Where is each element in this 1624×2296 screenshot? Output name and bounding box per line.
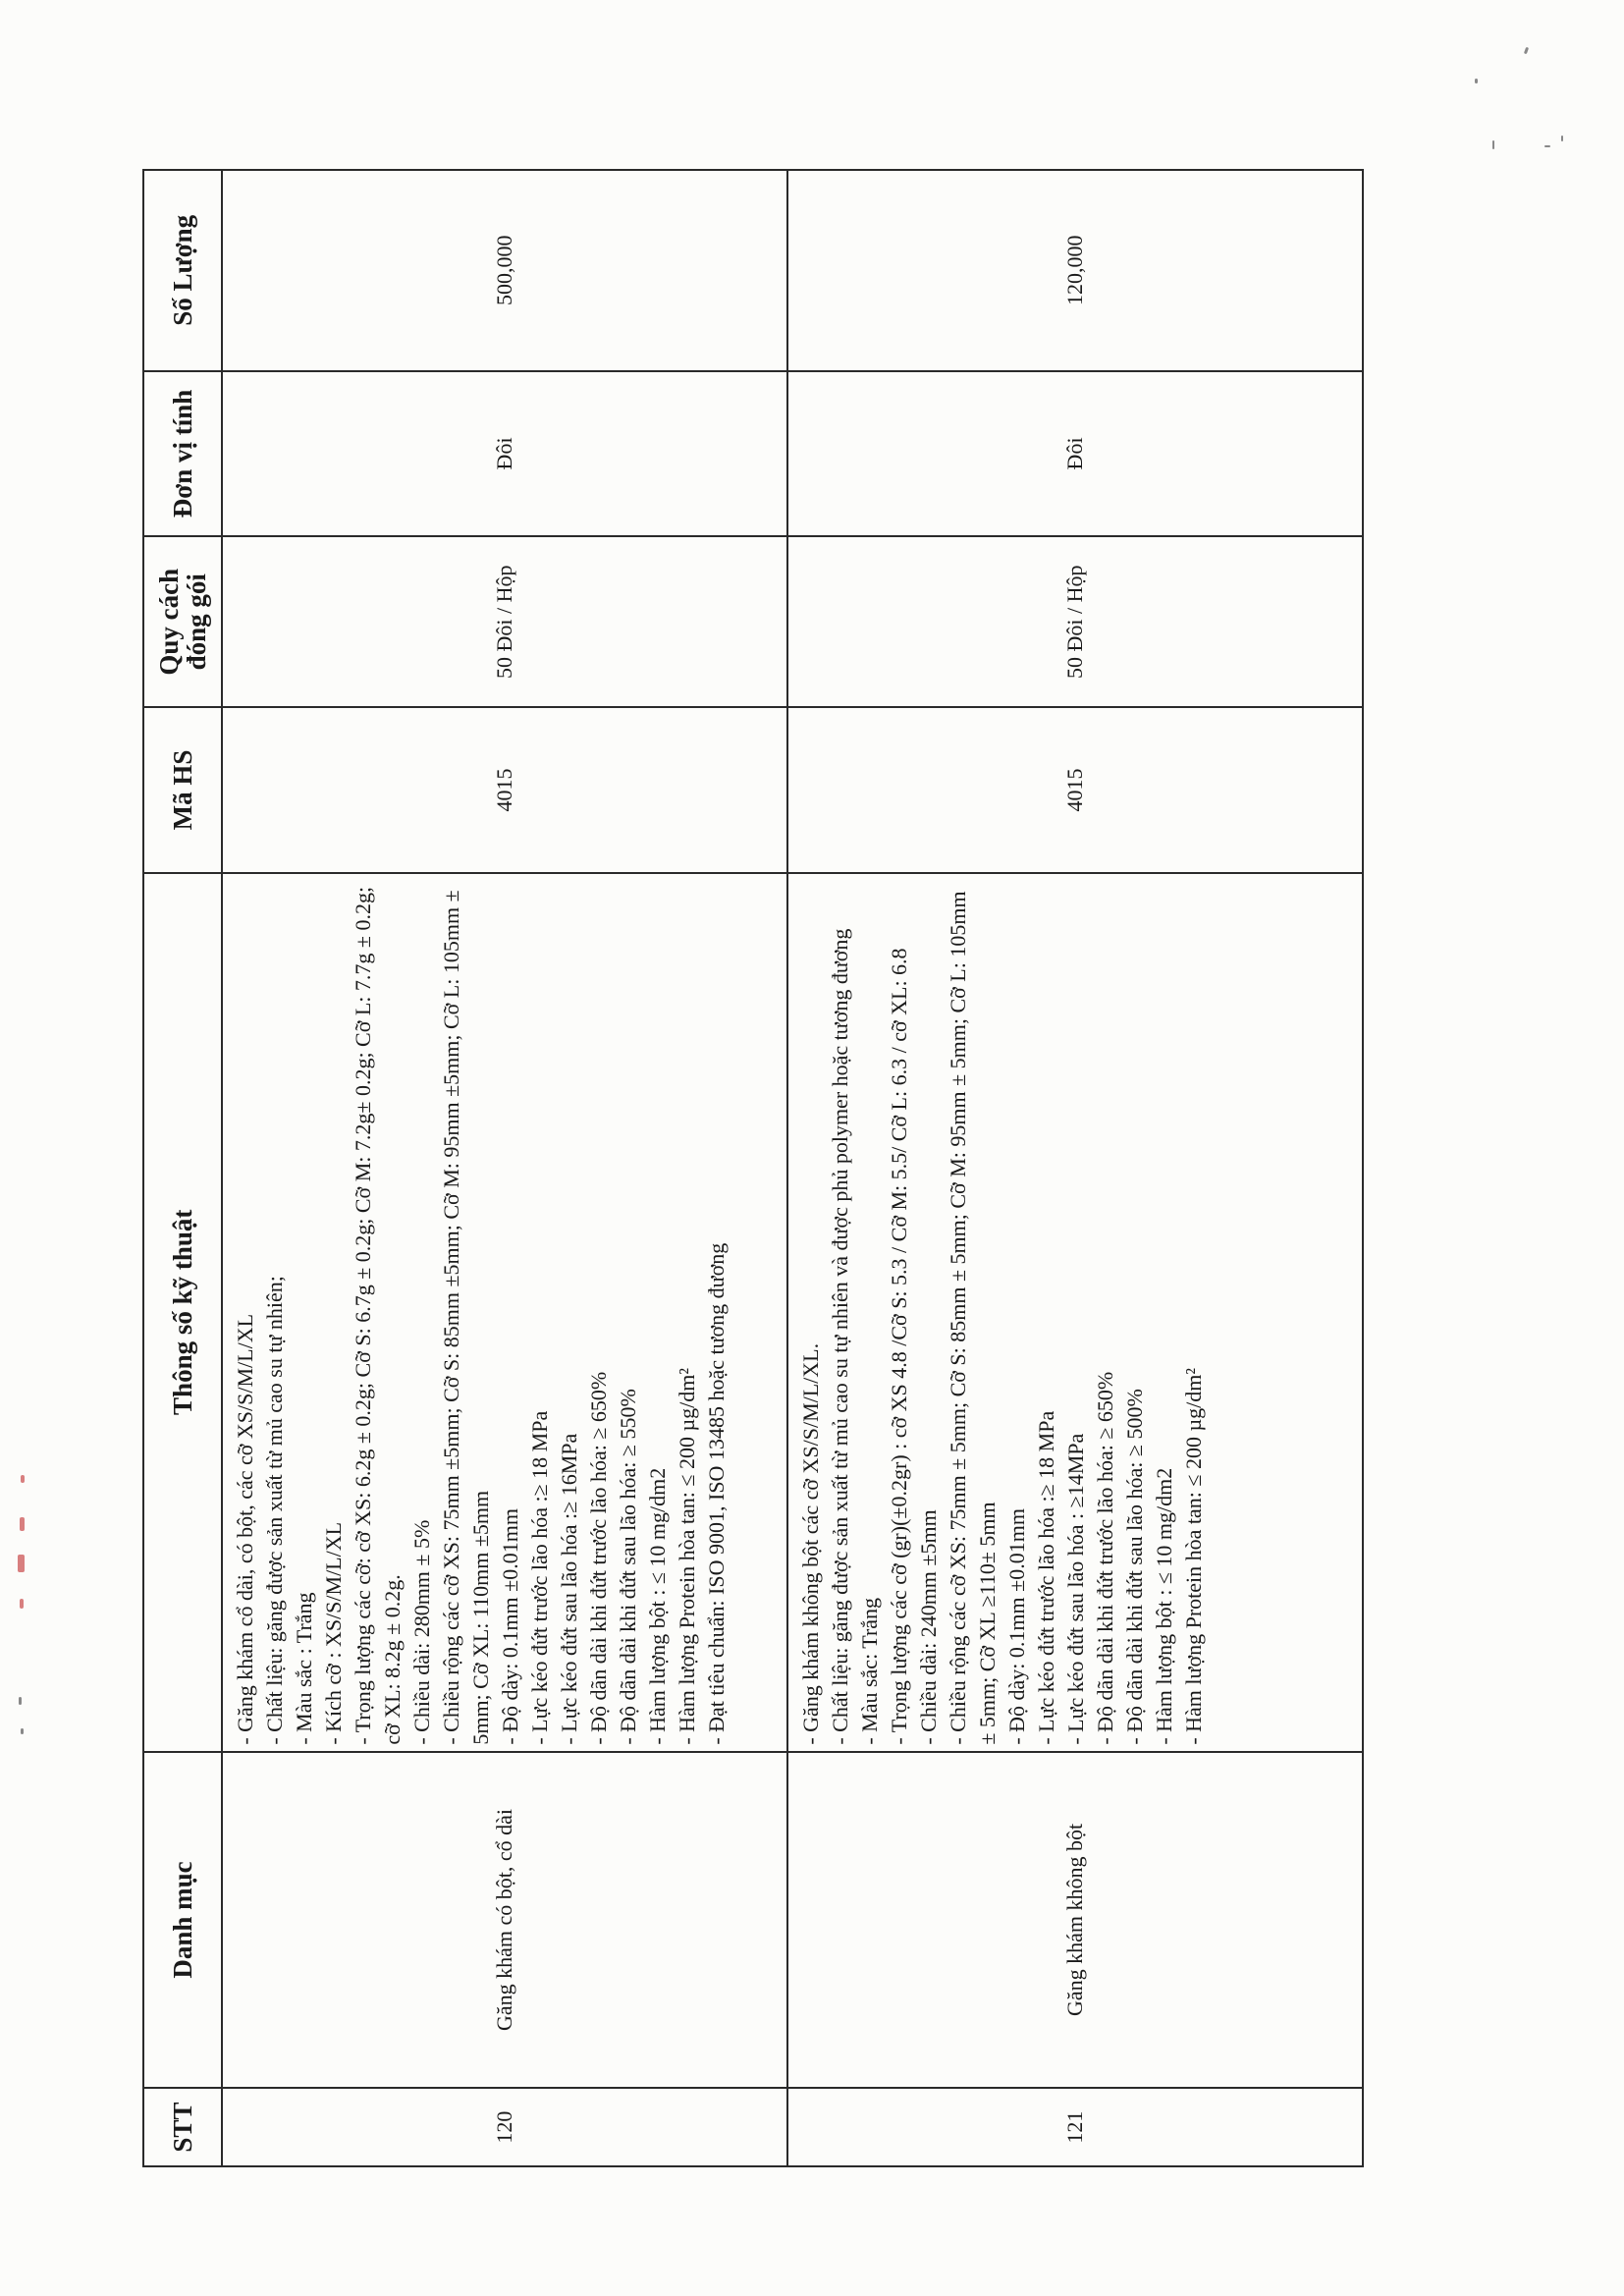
scan-speck (1492, 140, 1494, 149)
spec-line: - Kích cỡ : XS/S/M/L/XL (321, 1521, 346, 1745)
header-spec: Thông số kỹ thuật (143, 873, 222, 1752)
header-packing: Quy cách đóng gói (143, 536, 222, 707)
spec-line: - Màu sắc: Trắng (857, 1597, 882, 1745)
spec-line: - Độ dày: 0.1mm ±0.01mm (1004, 1508, 1029, 1745)
header-hs-code: Mã HS (143, 707, 222, 873)
spec-line: - Hàm lượng Protein hòa tan: ≤ 200 µg/dm² (1181, 1368, 1206, 1745)
spec-line: - Trọng lượng các cỡ (gr)(±0.2gr) : cỡ XS 4.8 /Cỡ S: 5.3 / Cỡ M: 5.5/ Cỡ L: 6.3 / cỡ XL: 6.8 (887, 948, 911, 1745)
header-stt: STT (143, 2088, 222, 2166)
scan-speck (1524, 47, 1529, 55)
spec-line: - Độ dãn dài khi đứt trước lão hóa: ≥ 650% (1093, 1371, 1117, 1745)
spec-line: - Chất liệu: găng được sản xuất từ mủ cao su tự nhiên; (262, 1276, 287, 1745)
row-hs-code: 4015 (787, 707, 1363, 873)
row-hs-code: 4015 (222, 707, 787, 873)
scan-speck (1475, 79, 1478, 83)
spec-line: - Chất liệu: găng được sản xuất từ mủ cao su tự nhiên và được phủ polymer hoặc tương đương (828, 928, 852, 1745)
rotated-page-content (142, 169, 1332, 2167)
row-quantity: 120,000 (787, 170, 1363, 371)
header-quantity: Số Lượng (143, 170, 222, 371)
spec-line: - Độ dày: 0.1mm ±0.01mm (498, 1508, 522, 1745)
header-category: Danh mục (143, 1752, 222, 2089)
spec-line: - Màu sắc : Trắng (292, 1592, 316, 1745)
spec-line: - Chiều dài: 280mm ± 5% (409, 1519, 434, 1745)
spec-line: - Găng khám không bột các cỡ XS/S/M/L/XL. (798, 1342, 823, 1745)
spec-line: - Đạt tiêu chuẩn: ISO 9001, ISO 13485 hoặc tương đương (704, 1242, 729, 1745)
spec-line: - Lực kéo đứt trước lão hóa :≥ 18 MPa (1034, 1410, 1058, 1745)
row-stt: 121 (787, 2088, 1363, 2166)
spec-line: - Lực kéo đứt sau lão hóa :≥ 16MPa (557, 1433, 581, 1745)
spec-line: - Chiều rộng các cỡ XS: 75mm ±5mm; Cỡ S: 85mm ±5mm; Cỡ M: 95mm ±5mm; Cỡ L: 105mm ± 5mm; Cỡ XL: 110mm ±5mm (439, 890, 493, 1745)
scan-mark-red (21, 1475, 25, 1483)
spec-line: - Hàm lượng bột : ≤ 10 mg/dm2 (645, 1467, 670, 1745)
row-stt: 120 (222, 2088, 787, 2166)
spec-line: - Găng khám cổ dài, có bột, các cỡ XS/S/M/L/XL (233, 1313, 257, 1745)
row-packing: 50 Đôi / Hộp (222, 536, 787, 707)
header-unit: Đơn vị tính (143, 371, 222, 537)
spec-line: - Hàm lượng bột : ≤ 10 mg/dm2 (1152, 1467, 1176, 1745)
row-packing: 50 Đôi / Hộp (787, 536, 1363, 707)
spec-line: - Độ dãn dài khi đứt sau lão hóa: ≥ 500% (1122, 1389, 1147, 1745)
row-quantity: 500,000 (222, 170, 787, 371)
spec-line: - Độ dãn dài khi đứt sau lão hóa: ≥ 550% (616, 1389, 640, 1745)
spec-line: - Hàm lượng Protein hòa tan: ≤ 200 µg/dm² (675, 1368, 699, 1745)
specification-table (142, 169, 1364, 2167)
scan-mark-red (20, 1599, 24, 1609)
spec-line: - Trọng lượng các cỡ: cỡ XS: 6.2g ± 0.2g; Cỡ S: 6.7g ± 0.2g; Cỡ M: 7.2g± 0.2g; Cỡ L: 7.7g ± 0.2g; cỡ XL: 8.2g ± 0.2g. (351, 886, 405, 1745)
row-spec (222, 873, 787, 1752)
table-row (787, 170, 1363, 2166)
table-row (222, 170, 787, 2166)
scan-speck (19, 1697, 22, 1705)
row-unit: Đôi (222, 371, 787, 537)
scan-mark-red (18, 1555, 25, 1572)
scan-speck (1561, 136, 1563, 141)
row-category: Găng khám không bột (787, 1752, 1363, 2089)
row-unit: Đôi (787, 371, 1363, 537)
spec-line: - Độ dãn dài khi đứt trước lão hóa: ≥ 650% (586, 1371, 611, 1745)
spec-line: - Chiều dài: 240mm ±5mm (916, 1509, 941, 1745)
table-header-row (143, 170, 222, 2166)
row-spec (787, 873, 1363, 1752)
spec-line: - Lực kéo đứt sau lão hóa : ≥14MPa (1063, 1433, 1088, 1745)
scan-speck (21, 1728, 24, 1734)
scan-speck (1544, 145, 1550, 147)
row-category: Găng khám có bột, cổ dài (222, 1752, 787, 2089)
spec-line: - Lực kéo đứt trước lão hóa :≥ 18 MPa (527, 1410, 552, 1745)
scan-mark-red (20, 1517, 25, 1531)
spec-line: - Chiều rộng các cỡ XS: 75mm ± 5mm; Cỡ S: 85mm ± 5mm; Cỡ M: 95mm ± 5mm; Cỡ L: 105mm ± 5mm; Cỡ XL ≥110± 5mm (946, 891, 1000, 1745)
